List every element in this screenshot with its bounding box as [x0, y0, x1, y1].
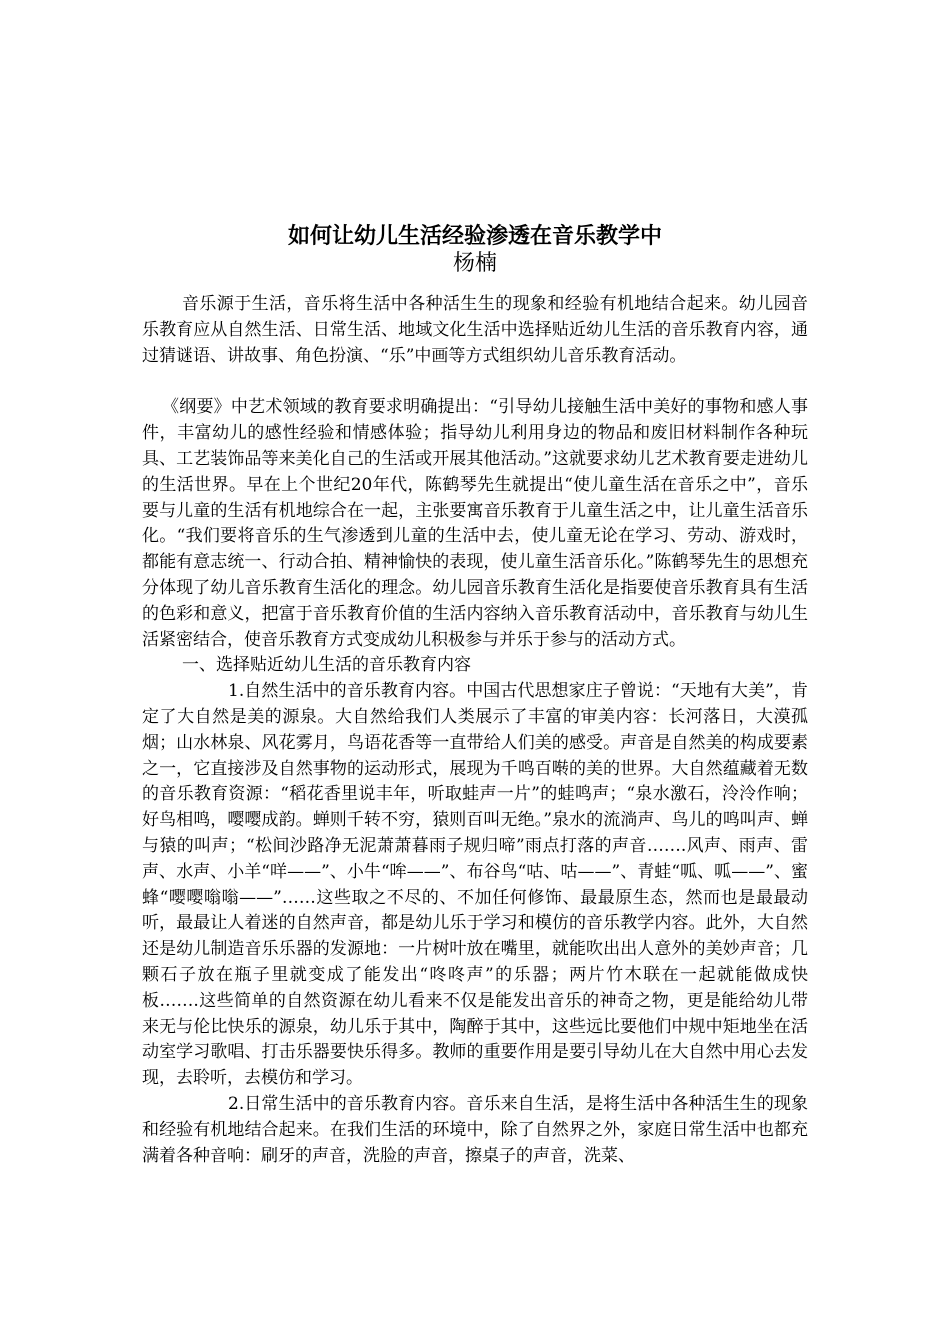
document-page [142, 222, 808, 1169]
intro-paragraph: 《纲要》中艺术领域的教育要求明确提出：“引导幼儿接触生活中美好的事物和感人事件，丰富幼儿的感性经验和情感体验；指导幼儿利用身边的物品和废旧材料制作各种玩具、工艺装饰品等来美化自己的生活或开展其他活动。”这就要求幼儿艺术教育要走进幼儿的生活世界。早在上个世纪20年代，陈鹤琴先生就提出“使儿童生活在音乐之中”，音乐要与儿童的生活有机地综合在一起，主张要寓音乐教育于儿童生活之中，让儿童生活音乐化。“我们要将音乐的生气渗透到儿童的生活中去，使儿童无论在学习、劳动、游戏时，都能有意志统一、行动合拍、精神愉快的表现，使儿童生活音乐化。”陈鹤琴先生的思想充分体现了幼儿音乐教育生活化的理念。幼儿园音乐教育生活化是指要使音乐教育具有生活的色彩和意义，把富于音乐教育价值的生活内容纳入音乐教育活动中，音乐教育与幼儿生活紧密结合，使音乐教育方式变成幼儿积极参与并乐于参与的活动方式。 [142, 397, 808, 650]
document-title: 如何让幼儿生活经验渗透在音乐教学中 [287, 223, 662, 249]
section-paragraph-1: 1.自然生活中的音乐教育内容。中国古代思想家庄子曾说：“天地有大美”，肯定了大自然是美的源泉。大自然给我们人类展示了丰富的审美内容：长河落日，大漠孤烟；山水林泉、风花雾月，鸟语花香等一直带给人们美的感受。声音是自然美的构成要素之一，它直接涉及自然事物的运动形式，展现为千鸣百啭的美的世界。大自然蕴藏着无数的音乐教育资源：“稻花香里说丰年，听取蛙声一片”的蛙鸣声；“泉水激石，泠泠作响；好鸟相鸣，嘤嘤成韵。蝉则千转不穷，猿则百叫无绝。”泉水的流淌声、鸟儿的鸣叫声、蝉与猿的叫声；“松间沙路净无泥萧萧暮雨子规归啼”雨点打落的声音…….风声、雨声、雷声、水声、小羊“咩——”、小牛“哞——”、布谷鸟“咕、咕——”、青蛙“呱、呱——”、蜜蜂“嘤嘤嗡嗡——”……这些取之不尽的、不加任何修饰、最最原生态，然而也是最最动听，最最让人着迷的自然声音，都是幼儿乐于学习和模仿的音乐教学内容。此外，大自然还是幼儿制造音乐乐器的发源地：一片树叶放在嘴里，就能吹出出人意外的美妙声音；几颗石子放在瓶子里就变成了能发出“咚咚声”的乐器；两片竹木联在一起就能做成快板…….这些简单的自然资源在幼儿看来不仅是能发出音乐的神奇之物，更是能给幼儿带来无与伦比快乐的源泉，幼儿乐于其中，陶醉于其中，这些远比要他们中规中矩地坐在活动室学习歌唱、打击乐器要快乐得多。教师的重要作用是要引导幼儿在大自然中用心去发现，去聆听，去模仿和学习。 [142, 681, 808, 1089]
section-paragraph-2: 2.日常生活中的音乐教育内容。音乐来自生活，是将生活中各种活生生的现象和经验有机地结合起来。在我们生活的环境中，除了自然界之外，家庭日常生活中也都充满着各种音响：刷牙的声音，洗脸的声音，擦桌子的声音，洗菜、 [142, 1093, 808, 1166]
section-heading-1: 一、选择贴近幼儿生活的音乐教育内容 [182, 655, 471, 676]
paragraph-gap [142, 369, 808, 395]
document-author: 杨楠 [452, 251, 497, 276]
abstract-paragraph: 音乐源于生活，音乐将生活中各种活生生的现象和经验有机地结合起来。幼儿园音乐教育应从自然生活、日常生活、地域文化生活中选择贴近幼儿生活的音乐教育内容，通过猜谜语、讲故事、角色扮演、“乐”中画等方式组织幼儿音乐教育活动。 [142, 294, 808, 366]
